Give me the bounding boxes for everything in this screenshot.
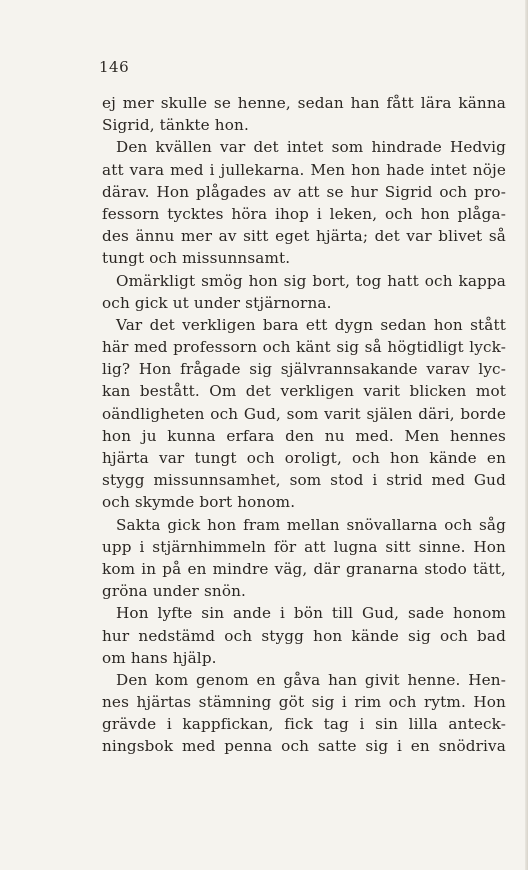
text-line: oändligheten och Gud, som varit själen däri, borde (102, 404, 506, 423)
body-text (102, 92, 506, 758)
text-line: hur nedstämd och stygg hon kände sig och bad (102, 626, 506, 645)
text-line: och gick ut under stjärnorna. (102, 293, 332, 312)
text-line: grävde i kappfickan, fick tag i sin lilla anteck- (102, 715, 506, 734)
text-line: kom in på en mindre väg, där granarna stodo tätt, (102, 559, 506, 578)
page-number: 146 (99, 58, 130, 76)
text-line: ningsbok med penna och satte sig i en snödriva (102, 737, 506, 756)
text-line: här med professorn och känt sig så högtidligt lyck- (102, 338, 506, 357)
text-line: kan bestått. Om det verkligen varit blicken mot (102, 382, 506, 401)
text-line: Var det verkligen bara ett dygn sedan hon stått (116, 315, 506, 334)
text-line: gröna under snön. (102, 582, 247, 601)
text-line: ej mer skulle se henne, sedan han fått lära känna (102, 94, 506, 112)
text-line: tungt och missunnsamt. (102, 249, 291, 268)
text-line: nes hjärtas stämning göt sig i rim och rytm. Hon (102, 693, 506, 712)
text-line: hjärta var tungt och oroligt, och hon kände en (102, 449, 506, 467)
text-line: Omärkligt smög hon sig bort, tog hatt och kappa (116, 271, 506, 290)
text-line: Den kom genom en gåva han givit henne. Hen- (116, 670, 506, 689)
text-line: Sakta gick hon fram mellan snövallarna och såg (116, 515, 506, 534)
text-line: upp i stjärnhimmeln för att lugna sitt sinne. Hon (102, 537, 506, 556)
text-line: lig? Hon frågade sig självrannsakande varav lyc- (102, 360, 506, 379)
text-line: om hans hjälp. (102, 648, 217, 667)
text-line: och skymde bort honom. (102, 493, 296, 512)
text-line: Den kvällen var det intet som hindrade Hedvig (116, 138, 506, 157)
text-line: att vara med i jullekarna. Men hon hade intet nöje (102, 160, 506, 179)
text-line: stygg missunnsamhet, som stod i strid med Gud (102, 471, 506, 490)
text-line: hon ju kunna erfara den nu med. Men hennes (102, 426, 506, 445)
text-line: des ännu mer av sitt eget hjärta; det var blivet så (102, 227, 506, 246)
text-line: Hon lyfte sin ande i bön till Gud, sade honom (116, 604, 506, 623)
text-line: därav. Hon plågades av att se hur Sigrid och pro- (102, 182, 506, 201)
text-line: Sigrid, tänkte hon. (102, 116, 249, 135)
text-line: fessorn tycktes höra ihop i leken, och hon plåga- (102, 204, 506, 223)
